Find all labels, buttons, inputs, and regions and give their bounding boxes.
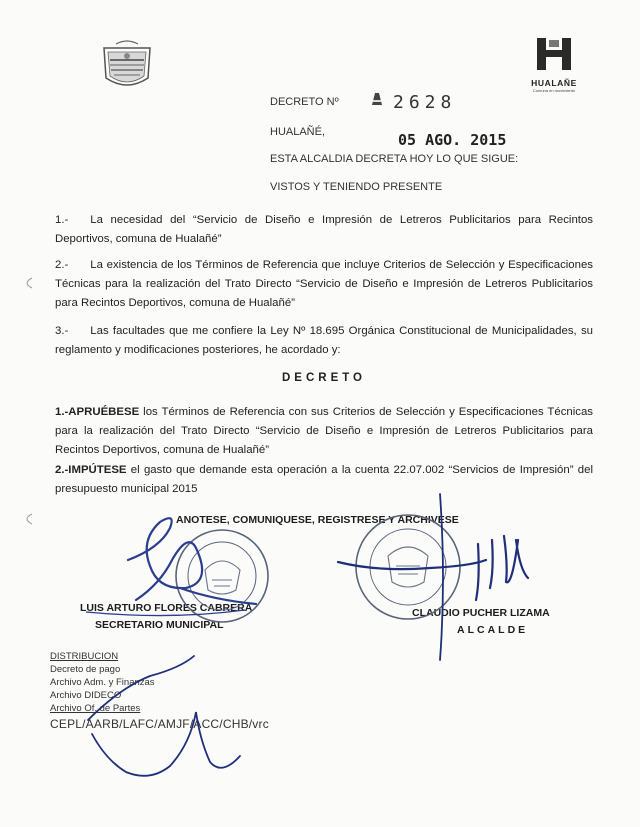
considerando-number: 2.- [55, 259, 69, 271]
mayor-signature-icon [338, 536, 528, 600]
closing-formula: ANOTESE, COMUNIQUESE, REGISTRESE Y ARCHIVESE [176, 514, 459, 526]
distribution-title: DISTRIBUCION [50, 651, 119, 662]
resolutivo-text: el gasto que demande esta operación a la cuenta 22.07.002 “Servicios de Impresión” del presupuesto municipal 2015 [55, 464, 593, 495]
secretary-underline-icon [86, 610, 245, 616]
decreto-label: DECRETO Nº [270, 96, 339, 108]
city-label: HUALAÑÉ, [270, 126, 326, 138]
vistos-line: VISTOS Y TENIENDO PRESENTE [270, 181, 443, 193]
distribution-item: Archivo DIDECO [50, 690, 122, 701]
secretary-name: LUIS ARTURO FLORES CABRERA [80, 602, 253, 614]
initials-line: CEPL/AARB/LAFC/AMJF/ACC/CHB/vrc [50, 717, 269, 731]
considerando-number: 3.- [55, 325, 69, 337]
decreta-line: ESTA ALCALDIA DECRETA HOY LO QUE SIGUE: [270, 153, 519, 165]
resolutivo-lead: 1.-APRUÉBESE [55, 406, 140, 418]
resolutivo-text: los Términos de Referencia con sus Criterios de Selección y Especificaciones Técnicas para la realización del Trato Directo “Servicio de Diseño e Impresión de Letreros Publicitarios para Recintos Deportivos, comuna de Hualañé” [55, 406, 593, 456]
date-stamp: 05 AGO. 2015 [398, 131, 507, 149]
logo-subtitle: Comuna en movimiento [532, 88, 576, 93]
considerando-text: Las facultades que me confiere la Ley Nº 18.695 Orgánica Constitucional de Municipalidades, su reglamento y modificaciones posteriores, he acordado y: [55, 325, 593, 356]
distribution-item: Archivo Of. de Partes [50, 703, 141, 714]
considerando-text: La necesidad del “Servicio de Diseño e Impresión de Letreros Publicitarios para Recintos Deportivos, comuna de Hualañé” [55, 214, 593, 245]
considerando-text: La existencia de los Términos de Referencia que incluye Criterios de Selección y Especificaciones Técnicas para la realización del Trato Directo “Servicio de Diseño e Impresión de Letreros Publicitarios para Recintos Deportivos, comuna de Hualañé” [55, 259, 593, 309]
mayor-title: ALCALDE [457, 624, 529, 636]
considerando-number: 1.- [55, 214, 69, 226]
mayor-signature-stroke-icon [440, 494, 443, 660]
resolutivo-lead: 2.-IMPÚTESE [55, 464, 127, 476]
decreto-heading: DECRETO [281, 372, 367, 384]
distribution-scribble-icon [88, 656, 240, 776]
secretary-title: SECRETARIO MUNICIPAL [95, 619, 224, 631]
distribution-item: Archivo Adm. y Finanzas [50, 677, 155, 688]
distribution-item: Decreto de pago [50, 664, 121, 675]
secretary-stamp-icon [176, 530, 268, 622]
decreto-number: 2628 [393, 92, 457, 113]
mayor-name: CLAUDIO PUCHER LIZAMA [412, 607, 550, 619]
logo-name: HUALAÑE [531, 78, 577, 88]
